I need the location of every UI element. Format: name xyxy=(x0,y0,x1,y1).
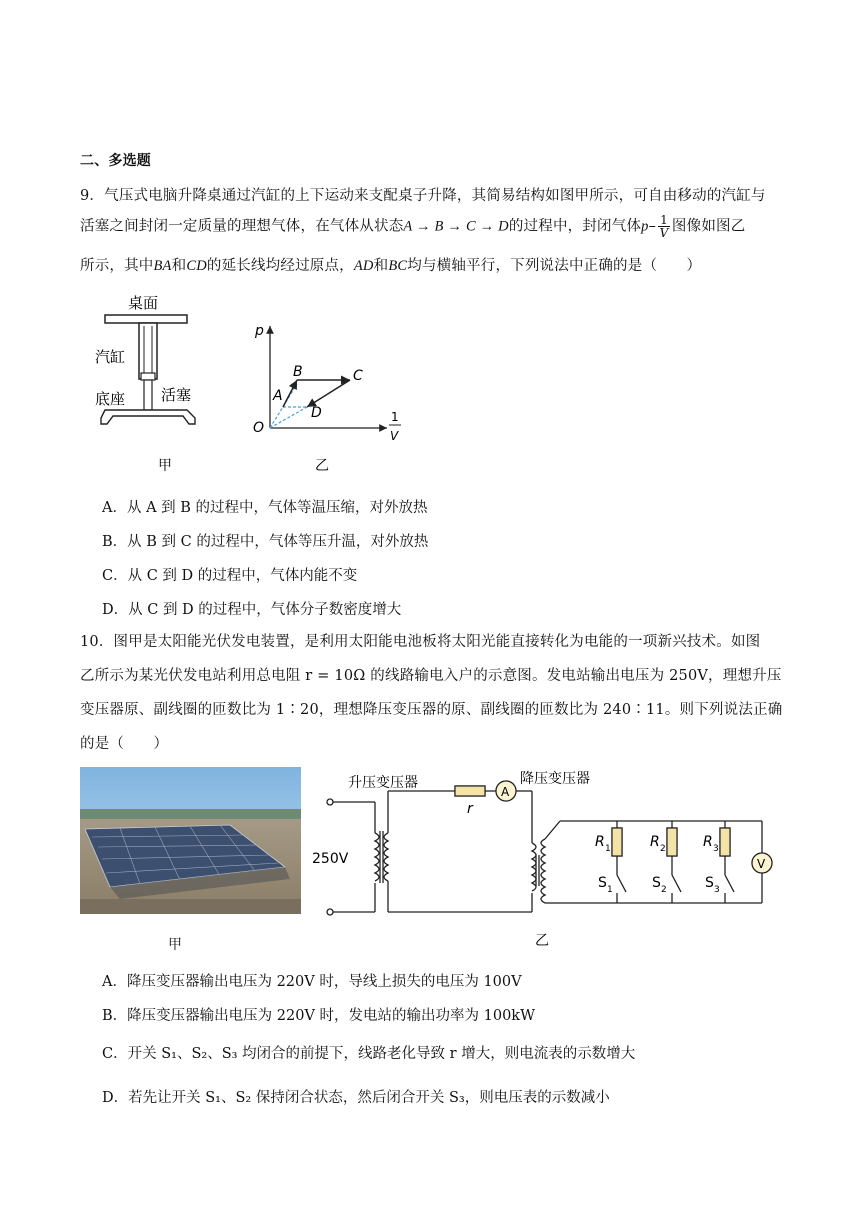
s2-sub: 2 xyxy=(661,885,667,895)
source-voltage-label: 250V xyxy=(312,851,349,867)
piston-head xyxy=(141,373,155,380)
s1-label: S xyxy=(598,875,607,891)
q10-stem-line1: 10．图甲是太阳能光伏发电装置，是利用太阳能电池板将太阳光能直接转化为电能的一项新兴技术。如图 xyxy=(80,634,761,650)
q9-stem-line3: 所示，其中BA和CD的延长线均经过原点，AD和BC均与横轴平行，下列说法中正确的是（ ） xyxy=(80,258,702,274)
q10-option-c[interactable]: C．开关 S₁、S₂、S₃ 均闭合的前提下，线路老化导致 r 增大，则电流表的示数增大 xyxy=(102,1046,636,1062)
circuit-diagram xyxy=(310,765,780,950)
desk-label: 桌面 xyxy=(128,294,159,312)
r2-sub: 2 xyxy=(660,844,666,854)
solar-panel-photo xyxy=(80,767,301,914)
step-down-label: 降压变压器 xyxy=(520,771,590,787)
point-a-label: A xyxy=(273,388,283,404)
q9-option-c[interactable]: C．从 C 到 D 的过程中，气体内能不变 xyxy=(102,568,358,584)
q9-stem-line1: 9．气压式电脑升降桌通过汽缸的上下运动来支配桌子升降，其简易结构如图甲所示，可自由移动的汽缸与 xyxy=(80,188,766,204)
q10-option-b[interactable]: B．降压变压器输出电压为 220V 时，发电站的输出功率为 100kW xyxy=(102,1008,535,1024)
r-label: r xyxy=(467,801,473,817)
r2-label: R xyxy=(650,834,660,850)
x-den: V xyxy=(390,429,399,443)
s1-sub: 1 xyxy=(607,885,613,895)
p-label: p xyxy=(255,323,264,339)
point-d-label: D xyxy=(311,405,322,421)
q10-option-a[interactable]: A．降压变压器输出电压为 220V 时，导线上损失的电压为 100V xyxy=(102,974,522,990)
base-label: 底座 xyxy=(95,390,126,408)
q10-stem-line3: 变压器原、副线圈的匝数比为 1∶20，理想降压变压器的原、副线圈的匝数比为 240∶11。则下列说法正确 xyxy=(80,702,783,718)
point-c-label: C xyxy=(353,368,363,384)
q9-stem-line2: 活塞之间封闭一定质量的理想气体，在气体从状态A → B → C → D的过程中，封闭气体p– $\frac{1}{V}$ 图像如图乙 xyxy=(80,213,746,240)
fig-yi-caption: 乙 xyxy=(315,458,329,474)
s2-label: S xyxy=(652,875,661,891)
point-b-label: B xyxy=(293,364,303,380)
origin-label: O xyxy=(253,420,265,436)
section-title: 二、多选题 xyxy=(80,153,151,169)
piston-rod xyxy=(144,380,152,410)
step-up-primary-coil xyxy=(375,833,379,881)
r3-label: R xyxy=(703,834,713,850)
terminal-bottom xyxy=(327,909,333,915)
terminal-top xyxy=(327,799,333,805)
q10-option-d[interactable]: D．若先让开关 S₁、S₂ 保持闭合状态，然后闭合开关 S₃，则电压表的示数减小 xyxy=(102,1090,610,1106)
step-up-label: 升压变压器 xyxy=(348,775,418,791)
r1-label: R xyxy=(595,834,605,850)
ammeter-label: A xyxy=(501,785,510,799)
step-down-secondary-coil xyxy=(541,839,545,903)
q9-option-a[interactable]: A．从 A 到 B 的过程中，气体等温压缩，对外放热 xyxy=(102,500,428,516)
cylinder-label: 汽缸 xyxy=(95,348,126,366)
r3-sub: 3 xyxy=(713,844,719,854)
step-up-secondary-coil xyxy=(384,833,388,881)
fig-jia-caption: 甲 xyxy=(158,458,172,473)
photo-caption: 甲 xyxy=(168,937,182,953)
desk-figure xyxy=(95,288,215,473)
s3-sub: 3 xyxy=(714,885,720,895)
q10-stem-line4: 的是（ ） xyxy=(80,736,169,752)
q9-option-d[interactable]: D．从 C 到 D 的过程中，气体分子数密度增大 xyxy=(102,602,402,618)
desk-top xyxy=(105,315,187,323)
piston-label: 活塞 xyxy=(161,386,192,404)
x-num: 1 xyxy=(391,410,399,424)
cylinder xyxy=(139,323,157,379)
voltmeter-label: V xyxy=(757,857,766,871)
circuit-caption: 乙 xyxy=(535,933,549,949)
r1-sub: 1 xyxy=(605,844,611,854)
q9-option-b[interactable]: B．从 B 到 C 的过程中，气体等压升温，对外放热 xyxy=(102,534,429,550)
base xyxy=(101,410,195,424)
pv-graph xyxy=(245,318,415,478)
q10-stem-line2: 乙所示为某光伏发电站利用总电阻 r = 10Ω 的线路输电入户的示意图。发电站输出电压为 250V，理想升压 xyxy=(80,668,782,684)
s3-label: S xyxy=(705,875,714,891)
